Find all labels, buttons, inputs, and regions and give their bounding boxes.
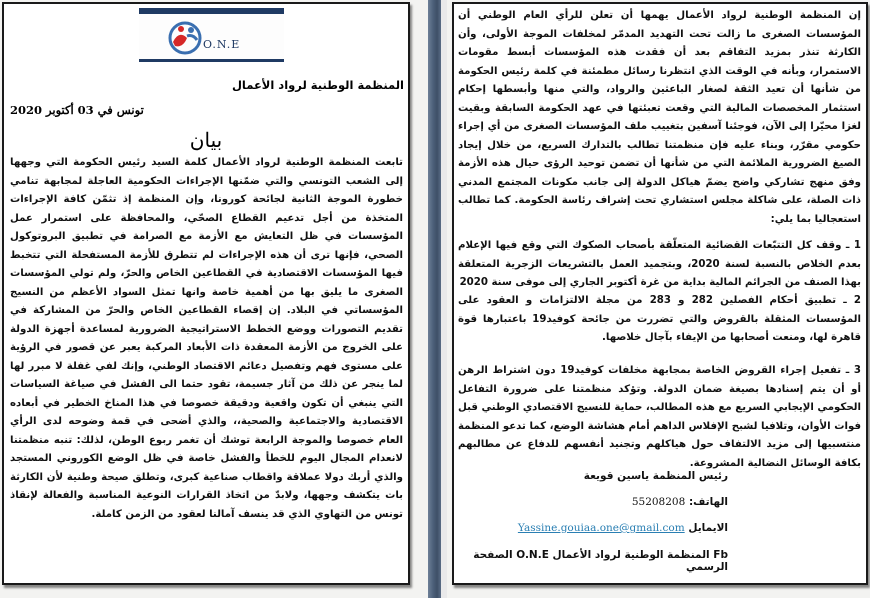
people-circle-icon [165, 18, 205, 58]
phone-number: 55208208 [631, 496, 686, 508]
demand-item-2: 2 ـ تطبيق أحكام الفصلين 282 و 283 من مجلة الالتزامات و العقود على المؤسسات المثقلة بالقروض والتي تضررت من جائحة كوفيد19 باعتبارها قوة قاهرة لها، ومنعت أصحابها من الإيفاء بآجال خلاصها. [458, 295, 861, 343]
statement-page-2 [452, 2, 868, 585]
logo-text: O.N.E [203, 38, 241, 51]
page-title: بيان [189, 128, 223, 152]
organization-logo [139, 8, 284, 62]
page-divider-edge [441, 0, 447, 598]
facebook-line: Fb المنظمة الوطنية لرواد الأعمال O.N.E الصفحة الرسمي [473, 549, 728, 573]
president-signature: رئيس المنظمة ياسين قويعة [583, 470, 728, 482]
date-line: تونس في 03 أكتوبر 2020 [10, 103, 144, 117]
intro-paragraph: إن المنظمة الوطنية لرواد الأعمال يهمها أن تعلن للرأي العام الوطني أن المؤسسات الصغرى ما زالت تحت التهديد المدمّر لمخلفات الموجة الأولى، وأن الكارثة تنذر بمزيد التفاقم بعد أن فقدت هذه المؤسسات أبسط مقومات الاستمرار، وبأنه في الوقت الذي انتظرنا رسائل مطمئنة في كلمة رئيس الحكومة من شأنها أن تعيد الثقة لصغار الباعثين والرواد، والتي منها وأبسطها إحكام استثمار المخصصات المالية التي وقعت تعبئتها في عهد الحكومة السابقة وبقيت لغزا محيّرا إلى الآن، فوجئنا آسفين بتغييب ملف المؤسسات الصغرى من أي إجراء حكومي مقرّر، وبناء عليه فإن منظمتنا تطالب بالتدارك السريع، من خلال إيجاد الصيغ الضرورية الملائمة التي من شأنها أن تضمن توحيد الرؤى حيال هذه الأزمة وفق منهج تشاركي واضح يضمّ هياكل الدولة إلى جانب مكونات المجتمع المدني ذات الصلة، على شاكلة مجلس استشاري تحت إشراف رئاسة الحكومة. كما تطالب استعجاليا بما يلي: [458, 10, 861, 225]
statement-body: تابعت المنظمة الوطنية لرواد الأعمال كلمة السيد رئيس الحكومة التي وجهها إلى الشعب التونسي والتي ضمّنها الإجراءات الحكومية العاجلة لمجابهة تنامي خطورة الموجة الثانية لجائحة كورونا، وإن المنظمة إذ تثمّن كافة الإجراءات المتخذة من أجل تدعيم القطاع الصحّي، والمحافظة على استمرار عمل المؤسسات في ظل التعايش مع الأزمة مع الصرامة في تطبيق البروتوكول الصحي، فإنها ترى أن هذه الإجراءات لم تتطرق للأزمة المستفحلة التي تتخبط فيها المؤسسات الاقتصادية في القطاعين الخاص والحرّ، ولم تولي المؤسسات الصغرى ما يليق بها من أهمية خاصة وانها تمثل السواد الأعظم من النسيج المؤسساتي في البلاد. إن إقصاء القطاعين الخاص والحرّ من المشاركة في تقديم التصورات ووضع الخطط الاستراتيجية الضرورية لمساعدة أجهزة الدولة على الخروج من الأزمة المعقدة ذات الأبعاد المركبة يعبر عن قصور في الرؤية على مستوى فهم وتفصيل دعائم الاقتصاد الوطني، وإنك لفي غفلة لا مبرر لها لما ينجر عن ذلك من آثار جسيمة، تقود حتما الى الفشل في صياغة السياسات التي ينبغي أن تكون واقعية ودقيقة خصوصا في هذا المناخ الخطير في أبعاده الاقتصادية والاجتماعية والصحية،، والذي أضحى في قمة وضوحه لدى الرأي العام خصوصا والموجة الرابعة توشك أن تغمر ربوع الوطن، لذلك: تنبه منظمتنا لانعدام المجال اليوم للخطأ والفشل خاصة في ظل الوضع الكوروني المستجد والذي أربك دولا عملاقة واقطاب صناعية كبرى، وتطلق صيحة وطنية لأن الكارثة بات يتكشف وجهها، ولابدّ من اتخاذ القرارات النوعية المناسبة والفعالة لإنقاذ تونس من التهاوي الذي قد ينسف آمالنا لعقود من الزمن كاملة. [10, 157, 403, 520]
statement-page-1 [2, 2, 410, 585]
email-label: الايمايل [688, 522, 728, 534]
organization-name: المنظمة الوطنية لرواد الأعمال [231, 78, 404, 92]
phone-line [632, 496, 728, 508]
page-divider [428, 0, 441, 598]
demand-item-1: 1 ـ وقف كل التتبّعات القضائية المتعلّقة بأصحاب الصكوك التي وقع فيها الإعلام بعدم الخلاص بالنسبة لسنة 2020، وبتجميد العمل بالتشريعات الزجرية المتعلقة بهذا الصنف من الجرائم المالية بداية من غرة أكتوبر الجاري إلى موفى سنة 2020 [458, 240, 861, 288]
phone-label: الهاتف: [688, 496, 728, 508]
demand-item-3: 3 ـ تفعيل إجراء القروض الخاصة بمجابهة مخلفات كوفيد19 دون اشتراط الرهن أو أن يتم إسنادها بصيغة ضمان الدولة. وتؤكد منظمتنا على ضرورة التفاعل الحكومي الإيجابي السريع مع هذه المطالب، حماية للنسيج الاقتصادي الوطني قبل فوات الأوان، وتلافيا لشبح الإفلاس الداهم أمام هشاشة الوضع، كما تدعو المنظمة منتسبيها إلى مزيد الالتفاف حول هياكلهم وتجنيد أنفسهم للدفاع عن مطالبهم بكافة الوسائل النضالية المشروعة. [458, 365, 861, 469]
email-link[interactable]: Yassine.gouiaa.one@gmail.com [517, 522, 685, 534]
email-line [518, 522, 728, 534]
